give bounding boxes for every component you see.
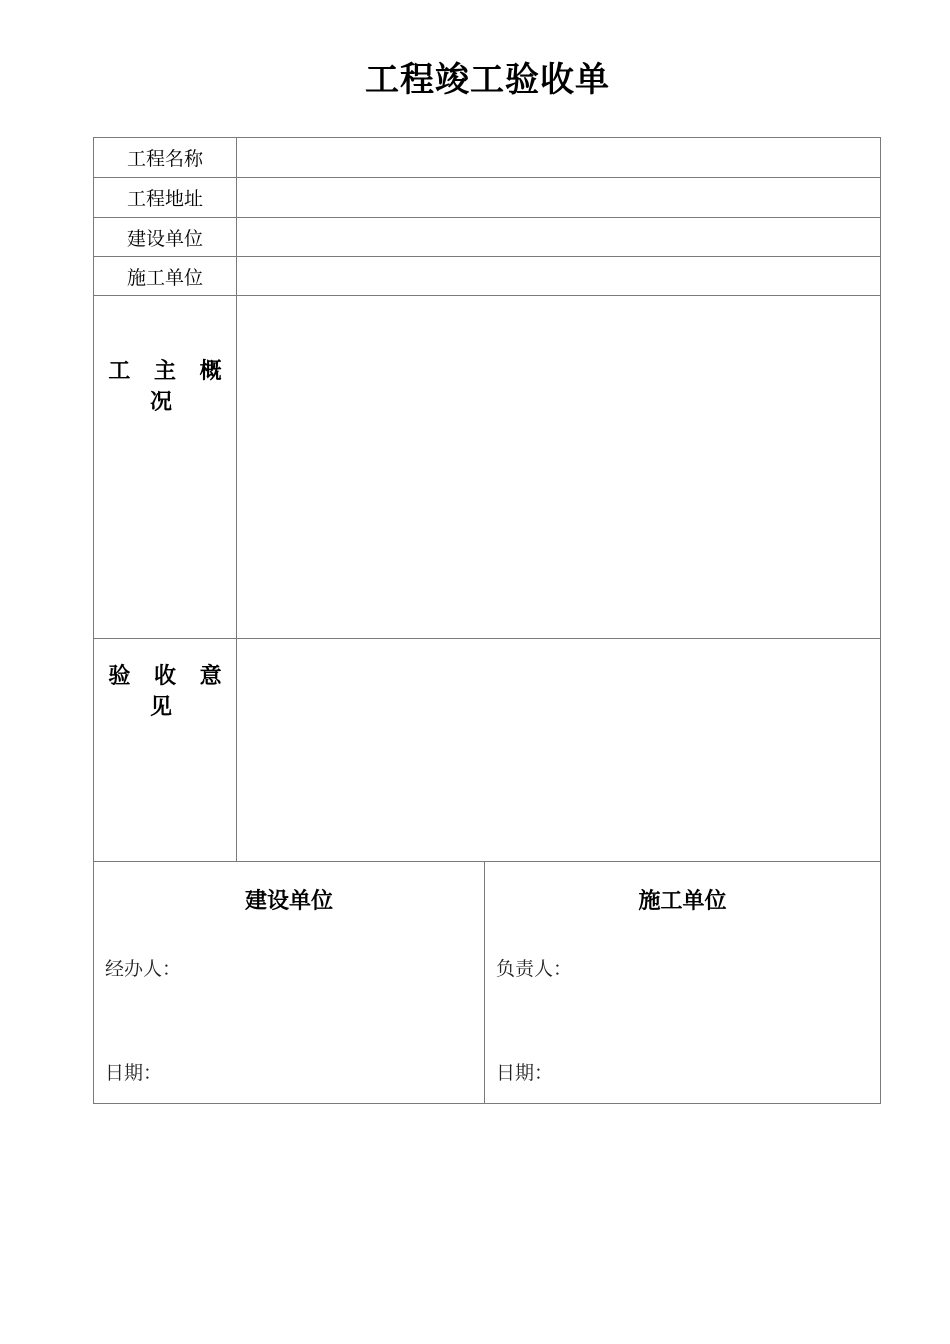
row-acceptance-opinion	[94, 639, 880, 862]
signature-contractor-heading: 施工单位	[638, 888, 727, 914]
signature-owner	[94, 862, 485, 1103]
row-contractor	[94, 257, 880, 296]
acceptance-form	[93, 137, 881, 1104]
value-project-address[interactable]	[237, 178, 880, 217]
label-project-address: 工程地址	[94, 178, 237, 217]
label-contractor: 施工单位	[94, 257, 237, 295]
value-acceptance-opinion[interactable]	[237, 639, 880, 861]
signature-contractor	[485, 862, 880, 1103]
label-acceptance-opinion: 验 收 意 见	[108, 663, 230, 720]
signature-owner-date-label: 日期：	[105, 1062, 163, 1084]
opinion-label-cell	[94, 639, 237, 861]
signature-area	[94, 862, 880, 1103]
value-project-overview[interactable]	[237, 296, 880, 638]
row-project-name	[94, 138, 880, 178]
row-construction-owner	[94, 218, 880, 257]
label-construction-owner: 建设单位	[94, 218, 237, 256]
signature-contractor-person-label: 负责人：	[496, 958, 573, 980]
signature-contractor-date-label: 日期：	[496, 1062, 554, 1084]
signature-owner-handler-label: 经办人：	[105, 958, 182, 980]
signature-owner-heading: 建设单位	[244, 888, 333, 914]
value-construction-owner[interactable]	[237, 218, 880, 256]
label-project-name: 工程名称	[94, 138, 237, 177]
overview-label-cell	[94, 296, 237, 638]
value-project-name[interactable]	[237, 138, 880, 177]
value-contractor[interactable]	[237, 257, 880, 295]
label-project-overview: 工 主 概 况	[108, 358, 230, 415]
row-project-overview	[94, 296, 880, 639]
row-project-address	[94, 178, 880, 218]
document-title: 工程竣工验收单	[365, 60, 610, 100]
